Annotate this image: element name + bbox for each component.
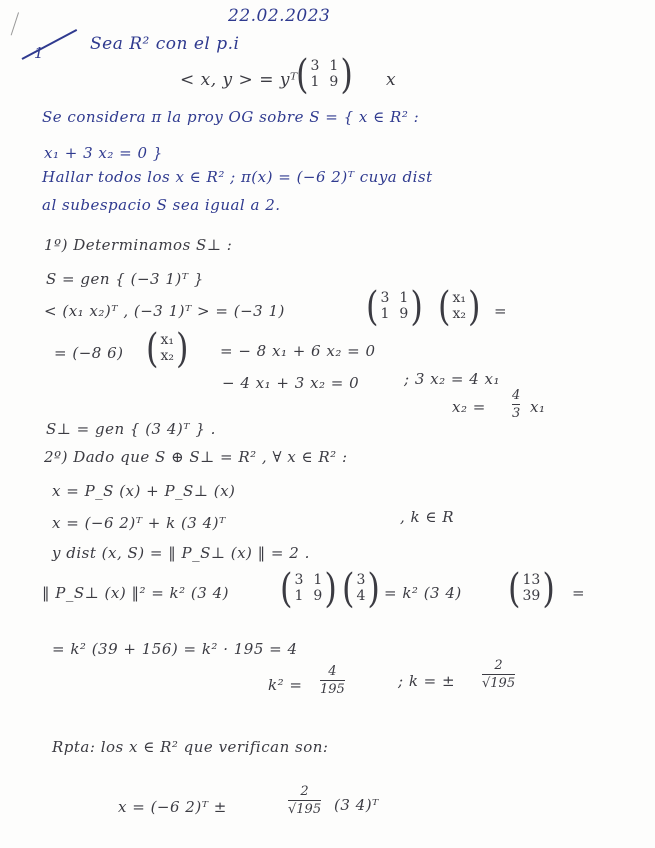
step1-matrix: ( 3 1 1 9 ) (366, 282, 423, 330)
solve-step-2-lhs: x₂ = (452, 398, 486, 416)
statement-line-2: x₁ + 3 x₂ = 0 } (44, 144, 163, 162)
row-product-rhs: = − 8 x₁ + 6 x₂ = 0 (220, 342, 376, 360)
decomposition: x = P_S (x) + P_S⊥ (x) (52, 482, 236, 500)
norm-vector-result: ( 13 39 ) (508, 564, 555, 612)
statement-line-3: Hallar todos los x ∈ R² ; π(x) = (−6 2)ᵀ cuya dist (42, 168, 433, 186)
fraction-denominator: √195 (288, 802, 322, 817)
problem-number: 1 (34, 44, 45, 62)
matrix-cell: 1 (310, 74, 320, 90)
statement-line-4: al subespacio S sea igual a 2. (42, 196, 281, 214)
inner-product-lhs: < x, y > = yᵀ (180, 70, 298, 90)
simplified-equation: − 4 x₁ + 3 x₂ = 0 (222, 374, 360, 392)
answer-label: Rpta: los x ∈ R² que verifican son: (52, 738, 329, 756)
row-product-lhs: = (−8 6) (54, 344, 124, 362)
s-perp-result: S⊥ = gen { (3 4)ᵀ } . (46, 420, 216, 438)
fraction-denominator: 3 (512, 406, 521, 421)
answer-x-lhs: x = (−6 2)ᵀ ± (118, 798, 227, 816)
step1-vector: ( x₁ x₂ ) (438, 282, 481, 330)
answer-fraction (288, 784, 321, 817)
matrix-cell: 1 (294, 588, 304, 604)
fraction-numerator: 2 (300, 784, 309, 799)
step1-equals: = (494, 302, 508, 320)
fraction-numerator: 4 (328, 664, 337, 679)
matrix-cell: 1 (313, 572, 323, 588)
statement-line-1: Se considera π la proy OG sobre S = { x ∈ R² : (42, 108, 420, 126)
matrix-cell: 1 (399, 290, 409, 306)
vector-cell: x₁ (160, 332, 174, 348)
fraction-four-thirds (512, 388, 520, 421)
date: 22.02.2023 (228, 6, 331, 26)
vector-cell: 3 (356, 572, 366, 588)
fraction-k (482, 658, 515, 691)
vector-cell: x₂ (160, 348, 174, 364)
step2-heading: 2º) Dado que S ⊕ S⊥ = R² , ∀ x ∈ R² : (44, 448, 348, 466)
solve-step-1: ; 3 x₂ = 4 x₁ (404, 370, 500, 388)
matrix-cell: 3 (310, 58, 320, 74)
margin-slash (22, 29, 78, 60)
sum-line: = k² (39 + 156) = k² · 195 = 4 (52, 640, 298, 658)
k-lhs: ; k = ± (398, 672, 456, 690)
norm-matrix: ( 3 1 1 9 ) (280, 564, 337, 612)
s-generator: S = gen { (−3 1)ᵀ } (46, 270, 204, 288)
matrix-cell: 9 (313, 588, 323, 604)
fraction-denominator: 195 (320, 682, 345, 697)
x-parametric-form: x = (−6 2)ᵀ + k (3 4)ᵀ (52, 514, 226, 532)
matrix-cell: 9 (399, 306, 409, 322)
fraction-k-squared (320, 664, 345, 697)
norm-vector: ( 3 4 ) (342, 564, 380, 612)
matrix-cell: 9 (329, 74, 339, 90)
vector-cell: x₁ (452, 290, 466, 306)
norm-end-equals: = (572, 584, 586, 602)
matrix-cell: 3 (294, 572, 304, 588)
matrix-cell: 1 (380, 306, 390, 322)
fraction-numerator: 2 (494, 658, 503, 673)
vector-cell: 13 (522, 572, 541, 588)
solve-step-2-rhs: x₁ (530, 398, 546, 416)
k-squared-lhs: k² = (268, 676, 303, 694)
row-vector: ( x₁ x₂ ) (146, 324, 189, 372)
intro-text: Sea R² con el p.i (90, 34, 240, 54)
page-corner-mark (11, 12, 33, 39)
matrix-cell: 1 (329, 58, 339, 74)
fraction-numerator: 4 (512, 388, 521, 403)
step1-heading: 1º) Determinamos S⊥ : (44, 236, 233, 254)
vector-cell: 4 (356, 588, 366, 604)
inner-product-rhs: x (386, 70, 397, 90)
vector-cell: 39 (522, 588, 541, 604)
norm-squared-lhs: ‖ P_S⊥ (x) ‖² = k² (3 4) (42, 584, 229, 602)
vector-cell: x₂ (452, 306, 466, 322)
distance-condition: y dist (x, S) = ‖ P_S⊥ (x) ‖ = 2 . (52, 544, 310, 562)
inner-product-expansion: < (x₁ x₂)ᵀ , (−3 1)ᵀ > = (−3 1) (44, 302, 285, 320)
k-domain: , k ∈ R (400, 508, 455, 526)
answer-x-rhs: (3 4)ᵀ (334, 796, 379, 814)
matrix-cell: 3 (380, 290, 390, 306)
inner-product-matrix: ( 3 1 1 9 ) (296, 50, 353, 98)
norm-middle: = k² (3 4) (384, 584, 462, 602)
fraction-denominator: √195 (482, 676, 516, 691)
